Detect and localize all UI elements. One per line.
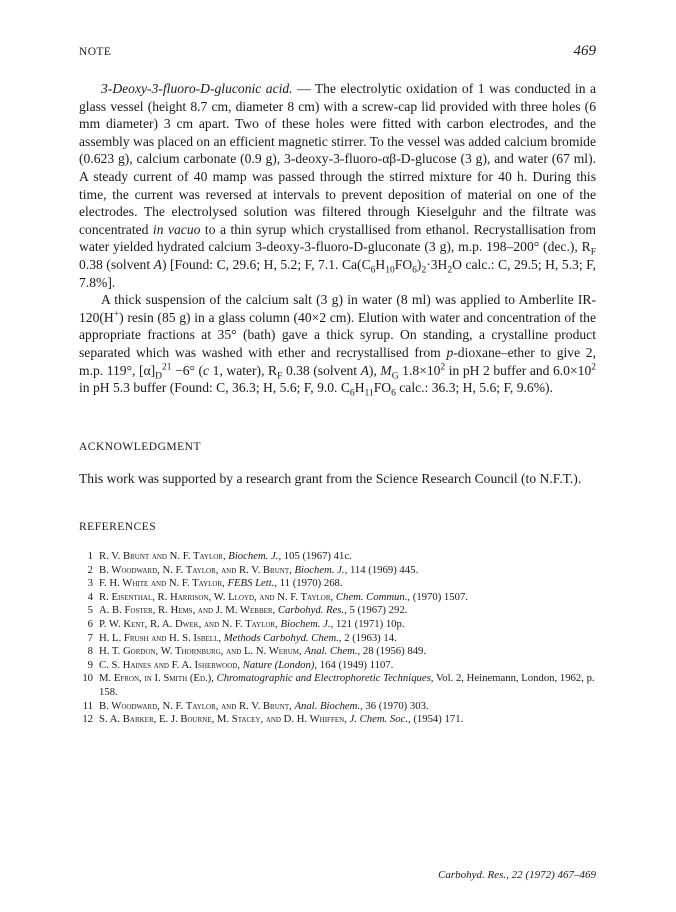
reference-details: (1954) 171. (413, 713, 464, 726)
references-heading: REFERENCES (79, 521, 157, 533)
reference-number: 11 (82, 699, 93, 712)
reference-authors: S. A. Barker, E. J. Bourne, M. Stacey, and D. H. Whiffen, (99, 713, 347, 726)
reference-item (79, 564, 599, 578)
reference-details: Vol. 2, Heinemann, London, 1962, p. 158. (99, 672, 595, 698)
reference-details: 5 (1967) 292. (349, 604, 408, 617)
reference-list (79, 550, 599, 727)
reference-source: Anal. Biochem., (294, 699, 363, 712)
reference-item (79, 618, 599, 632)
reference-number: 1 (87, 550, 93, 562)
reference-authors: H. L. Frush and H. S. Isbell, (99, 631, 222, 644)
reference-authors: P. W. Kent, R. A. Dwek, and N. F. Taylor, (99, 617, 278, 630)
reference-number: 8 (87, 645, 93, 658)
section-label: NOTE (79, 46, 112, 58)
reference-source: Carbohyd. Res., (277, 604, 347, 617)
acknowledgment-text: This work was supported by a research grant from the Science Research Council (to N.F.T.). (79, 471, 582, 486)
reference-number: 5 (87, 604, 93, 617)
reference-details: 114 (1969) 445. (349, 563, 419, 576)
reference-item (79, 700, 599, 714)
reference-item (79, 591, 599, 605)
reference-item (79, 645, 599, 659)
reference-item (79, 659, 599, 673)
compound-heading: 3-Deoxy-3-fluoro-D-gluconic acid. (101, 81, 293, 96)
reference-item (79, 672, 599, 699)
reference-source: Nature (London), (242, 658, 318, 671)
experimental-section (79, 80, 596, 397)
reference-details: 121 (1971) 10p. (335, 617, 405, 630)
page-number: 469 (573, 43, 596, 59)
reference-item (79, 577, 599, 591)
reference-number: 6 (87, 617, 93, 630)
reference-number: 7 (87, 631, 93, 644)
reference-source: J. Chem. Soc., (349, 713, 411, 726)
reference-details: 36 (1970) 303. (365, 699, 429, 712)
reference-authors: A. B. Foster, R. Hems, and J. M. Webber, (99, 604, 276, 617)
reference-source: Chem. Commun., (335, 590, 411, 603)
reference-number: 4 (87, 590, 93, 603)
reference-source: Chromatographic and Electrophoretic Techniques, (216, 672, 434, 685)
reference-details: 11 (1970) 268. (279, 577, 343, 590)
reference-source: Biochem. J., (294, 563, 348, 576)
reference-authors: B. Woodward, N. F. Taylor, and R. V. Brunt, (99, 563, 292, 576)
reference-number: 9 (87, 658, 93, 671)
reference-item (79, 632, 599, 646)
reference-authors: C. S. Haines and F. A. Isherwood, (99, 658, 241, 671)
reference-number: 2 (87, 563, 93, 576)
reference-source: Biochem. J., (280, 617, 334, 630)
reference-number: 10 (82, 672, 93, 685)
reference-source: Methods Carbohyd. Chem., (223, 631, 342, 644)
reference-number: 3 (87, 577, 93, 590)
reference-number: 12 (82, 713, 93, 726)
paragraph-resin-elution: A thick suspension of the calcium salt (3 g) in water (8 ml) was applied to Amberlite IR-120(H+) resin (85 g) in a glass column (40×2 cm). Elution with water and concentration of the appropriate fractions at 35° (bath) gave a thick syrup. On standing, a crystalline product separated which was washed with ether and recrystallised from p-dioxane–ether to give 2, m.p. 119°, $[\alpha]_D^{21} -6^\circ$ (c 1, water), $R_F$ 0.38 (solvent A), $M_G$ $1.8\times 10^2$ in pH 2 buffer and $6.0\times 10^2$ in pH 5.3 buffer (Found: C, 36.3; H, 5.6; F, 9.0. $C_6H_{11}FO_6$ calc.: 36.3; H, 5.6; F, 9.6%). (79, 292, 597, 399)
reference-authors: H. T. Gordon, W. Thornburg, and L. N. Werum, (99, 645, 302, 658)
reference-source: Anal. Chem., (304, 645, 361, 658)
paragraph-gluconic-acid: 3-Deoxy-3-fluoro-D-gluconic acid. — The electrolytic oxidation of 1 was conducted in a glass vessel (height 8.7 cm, diameter 8 cm) with a screw-cap lid provided with three holes (6 mm diameter) 3 cm apart. Two of these holes were fitted with carbon electrodes, and the assembly was placed on an efficient magnetic stirrer. To the vessel was added calcium bromide (0.623 g), calcium carbonate (0.9 g), 3-deoxy-3-fluoro-αβ-D-glucose (3 g), and water (67 ml). A steady current of 40 mamp was passed through the stirred mixture for 40 h. During this time, the current was reversed at intervals to prevent deposition of material on one of the electrodes. The electrolysed solution was filtered through Kieselguhr and the filtrate was concentrated in vacuo to a thin syrup which crystallised from ethanol. Recrystallisation from water yielded hydrated calcium 3-deoxy-3-fluoro-D-gluconate (3 g), m.p. 198–200° (dec.), $R_F$ 0.38 (solvent A) [Found: C, 29.6; H, 5.2; F, 7.1. $Ca(C_6H_{10}FO_6)_2\cdot 3H_2O$ calc.: C, 29.5; H, 5.3; F, 7.8%]. (79, 81, 597, 290)
reference-authors: R. V. Brunt and N. F. Taylor, (99, 550, 226, 562)
reference-details: 2 (1963) 14. (344, 631, 397, 644)
reference-details: (1970) 1507. (412, 590, 468, 603)
acknowledgment-heading: ACKNOWLEDGMENT (79, 441, 201, 453)
reference-item (79, 713, 599, 727)
reference-item (79, 550, 599, 564)
reference-details: 28 (1956) 849. (362, 645, 427, 658)
reference-item (79, 604, 599, 618)
reference-authors: F. H. White and N. F. Taylor, (99, 577, 225, 590)
reference-authors: R. Eisenthal, R. Harrison, W. Lloyd, and N. F. Taylor, (99, 590, 334, 603)
reference-authors: M. Efron, in I. Smith (Ed.), (99, 672, 214, 685)
reference-details: 105 (1967) 41c. (283, 550, 352, 562)
reference-details: 164 (1949) 1107. (319, 658, 394, 671)
page-header (79, 43, 596, 66)
reference-source: FEBS Lett., (227, 577, 278, 590)
reference-source: Biochem. J., (228, 550, 282, 562)
journal-citation: Carbohyd. Res., 22 (1972) 467–469 (438, 869, 596, 881)
reference-authors: B. Woodward, N. F. Taylor, and R. V. Brunt, (99, 699, 292, 712)
